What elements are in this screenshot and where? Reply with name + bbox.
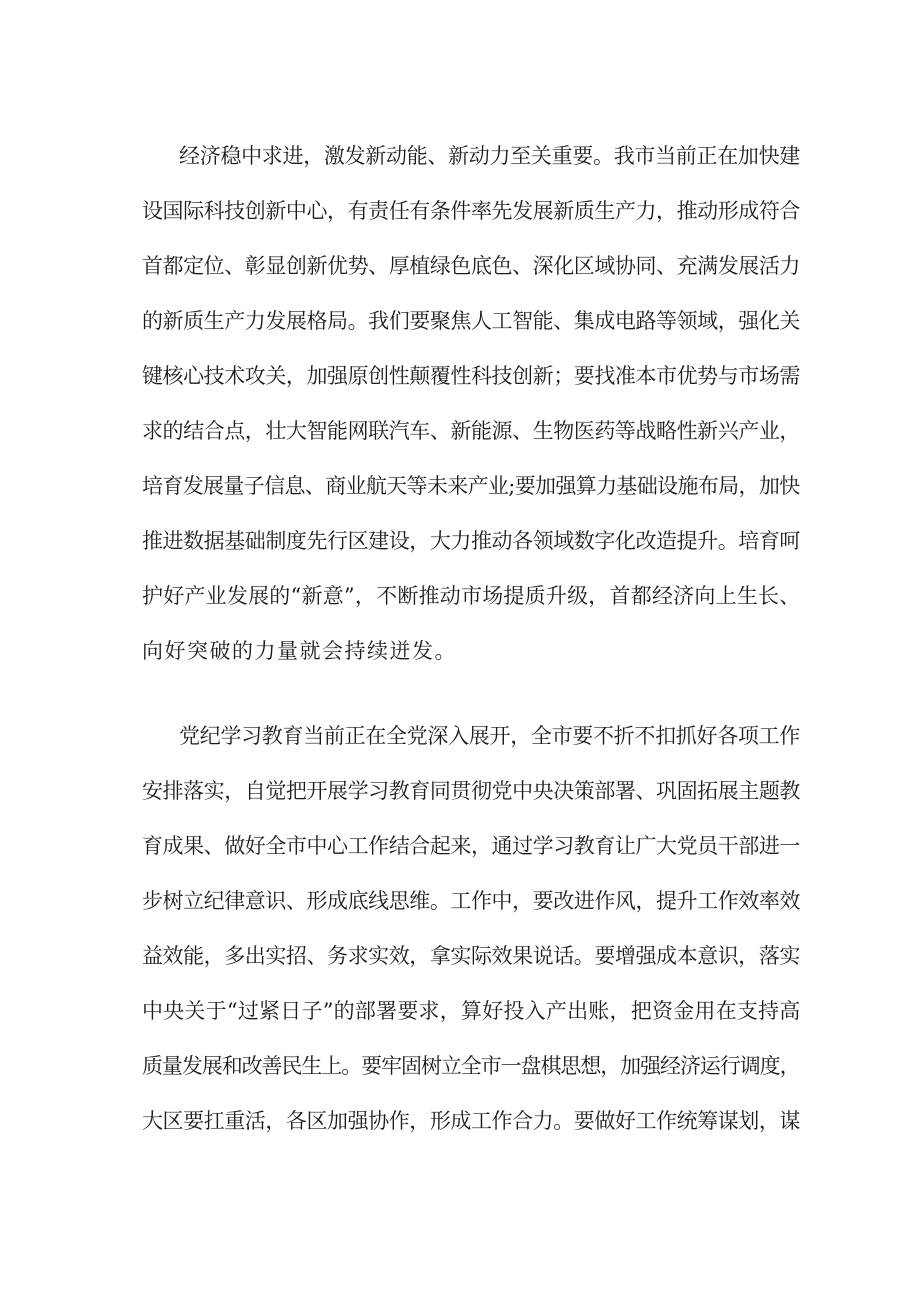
text-line: 大区要扛重活，各区加强协作，形成工作合力。要做好工作统筹谋划，谋 — [142, 1109, 800, 1133]
text-line: 益效能，多出实招、务求实效，拿实际效果说话。要增强成本意识，落实 — [142, 944, 800, 968]
text-line: 的新质生产力发展格局。我们要聚焦人工智能、集成电路等领域，强化关 — [142, 309, 800, 333]
text-line: 设国际科技创新中心，有责任有条件率先发展新质生产力，推动形成符合 — [142, 199, 800, 223]
text-line: 键核心技术攻关，加强原创性颠覆性科技创新；要找准本市优势与市场需 — [142, 364, 800, 388]
text-line: 安排落实，自觉把开展学习教育同贯彻党中央决策部署、巩固拓展主题教 — [142, 779, 800, 803]
text-line: 推进数据基础制度先行区建设，大力推动各领域数字化改造提升。培育呵 — [142, 529, 800, 553]
text-line: 步树立纪律意识、形成底线思维。工作中，要改进作风，提升工作效率效 — [142, 889, 800, 913]
text-line: 首都定位、彰显创新优势、厚植绿色底色、深化区域协同、充满发展活力 — [142, 254, 800, 278]
text-line: 育成果、做好全市中心工作结合起来，通过学习教育让广大党员干部进一 — [142, 834, 800, 858]
text-line: 中央关于“过紧日子”的部署要求，算好投入产出账，把资金用在支持高 — [142, 999, 801, 1023]
text-line: 经济稳中求进，激发新动能、新动力至关重要。我市当前正在加快建 — [179, 144, 800, 168]
text-line: 护好产业发展的“新意”，不断推动市场提质升级，首都经济向上生长、 — [142, 584, 801, 608]
text-line: 向好突破的力量就会持续迸发。 — [142, 639, 457, 663]
text-line: 党纪学习教育当前正在全党深入展开，全市要不折不扣抓好各项工作 — [179, 724, 800, 748]
text-line: 质量发展和改善民生上。要牢固树立全市一盘棋思想，加强经济运行调度， — [142, 1054, 800, 1078]
text-line: 求的结合点，壮大智能网联汽车、新能源、生物医药等战略性新兴产业， — [142, 419, 800, 443]
text-line: 培育发展量子信息、商业航天等未来产业;要加强算力基础设施布局，加快 — [142, 474, 800, 498]
